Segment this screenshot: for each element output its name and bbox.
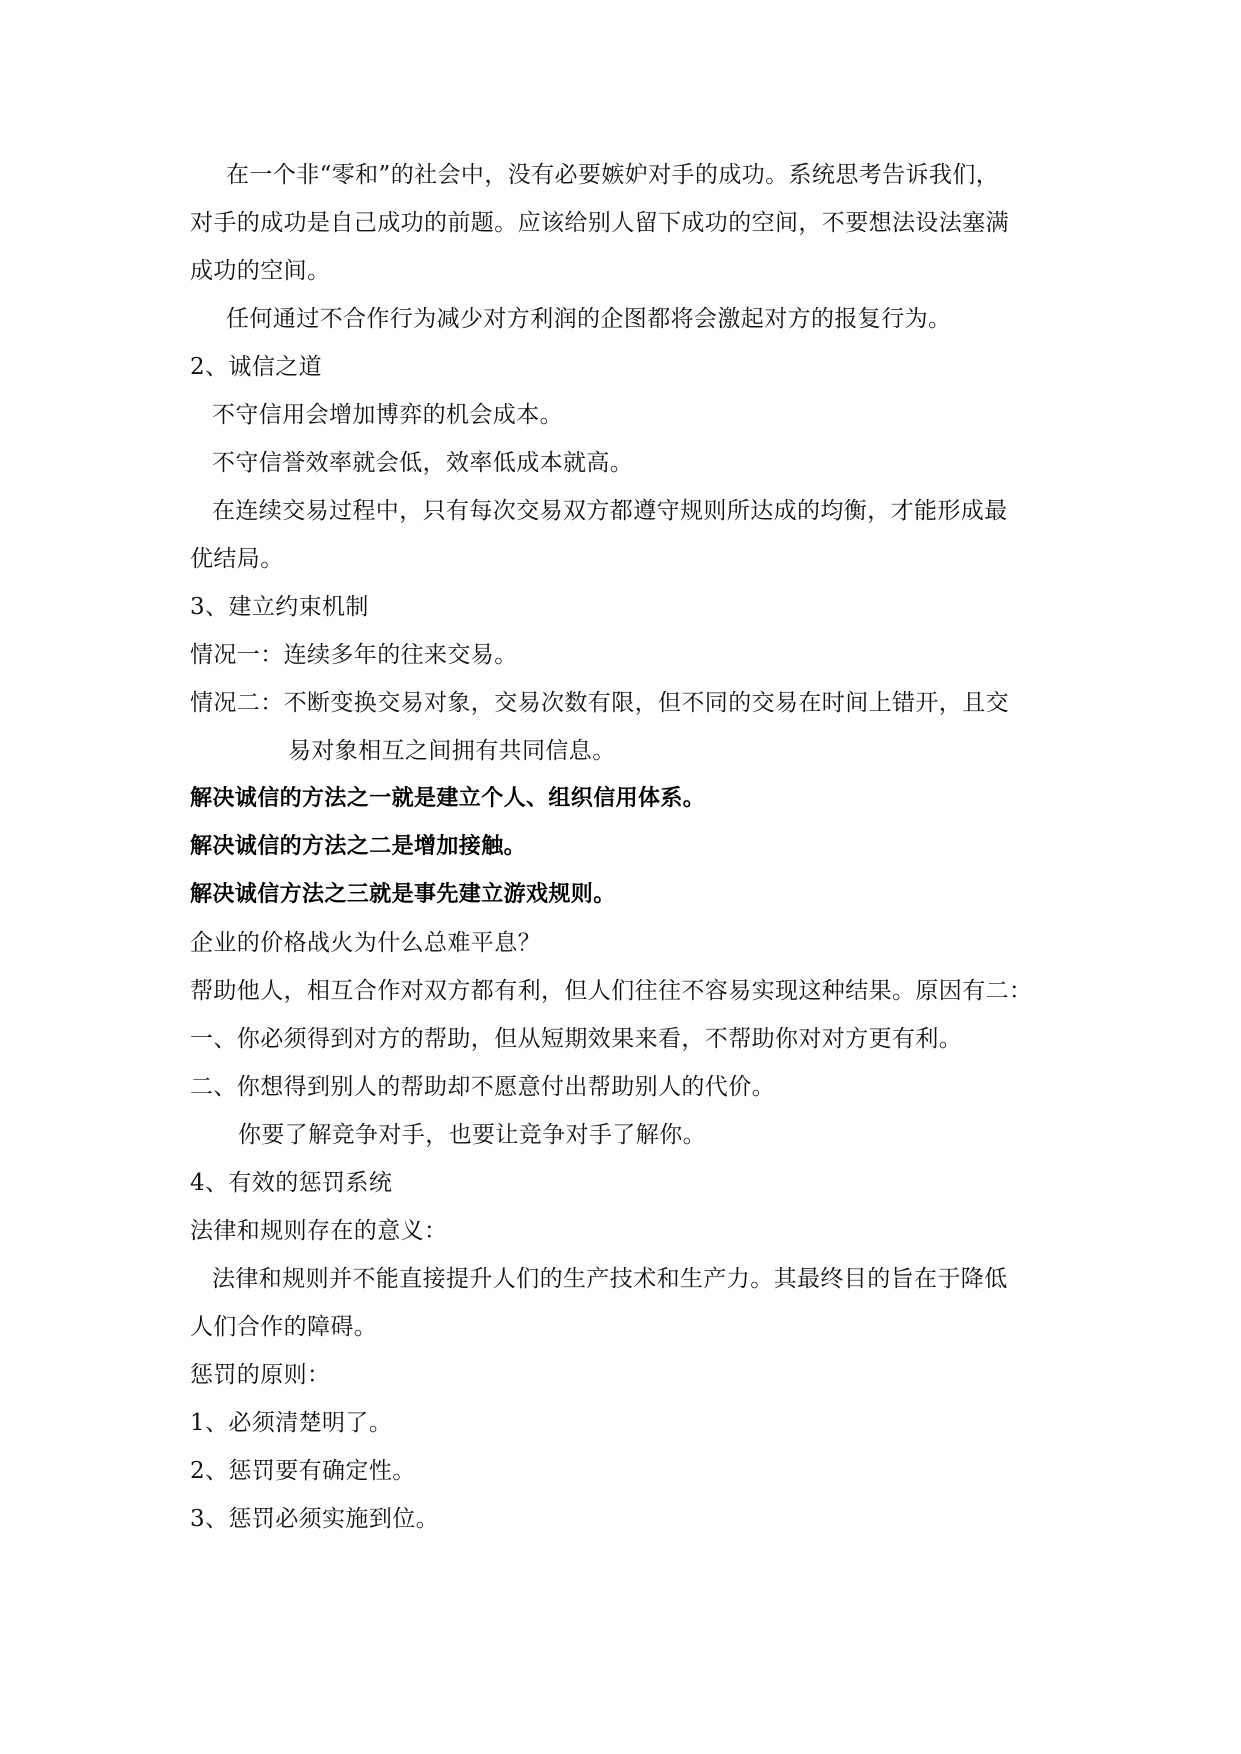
paragraph-line: 优结局。 (190, 546, 284, 572)
paragraph-line: 人们合作的障碍。 (190, 1314, 378, 1340)
paragraph-line: 在连续交易过程中，只有每次交易双方都遵守规则所达成的均衡，才能形成最 (212, 498, 1008, 524)
bold-statement: 解决诚信的方法之一就是建立个人、组织信用体系。 (190, 786, 706, 811)
paragraph-line: 二、你想得到别人的帮助却不愿意付出帮助别人的代价。 (190, 1074, 775, 1100)
bold-statement: 解决诚信的方法之二是增加接触。 (190, 834, 527, 859)
paragraph-line: 法律和规则并不能直接提升人们的生产技术和生产力。其最终目的旨在于降低 (212, 1266, 1008, 1292)
paragraph-line: 你要了解竞争对手，也要让竞争对手了解你。 (238, 1122, 706, 1148)
paragraph-line: 情况二：不断变换交易对象，交易次数有限，但不同的交易在时间上错开，且交 (190, 690, 1009, 716)
paragraph-line: 成功的空间。 (190, 258, 331, 284)
section-heading: 3、建立约束机制 (190, 594, 369, 620)
paragraph-line: 企业的价格战火为什么总难平息？ (190, 930, 541, 956)
paragraph-line: 不守信用会增加博弈的机会成本。 (212, 402, 563, 428)
paragraph-line: 不守信誉效率就会低，效率低成本就高。 (212, 450, 634, 476)
paragraph-line: 法律和规则存在的意义： (190, 1218, 448, 1244)
list-item: 1、必须清楚明了。 (190, 1410, 393, 1436)
list-item: 3、惩罚必须实施到位。 (190, 1506, 440, 1532)
paragraph-line: 帮助他人，相互合作对双方都有利，但人们往往不容易实现这种结果。原因有二： (190, 978, 1033, 1004)
paragraph-line: 易对象相互之间拥有共同信息。 (288, 738, 616, 764)
section-heading: 4、有效的惩罚系统 (190, 1170, 393, 1196)
paragraph-line: 一、你必须得到对方的帮助，但从短期效果来看，不帮助你对对方更有利。 (190, 1026, 963, 1052)
paragraph-line: 在一个非“零和”的社会中，没有必要嫉妒对手的成功。系统思考告诉我们， (226, 162, 1000, 188)
bold-statement: 解决诚信方法之三就是事先建立游戏规则。 (190, 882, 616, 907)
paragraph-line: 对手的成功是自己成功的前题。应该给别人留下成功的空间，不要想法设法塞满 (190, 210, 1009, 236)
section-heading: 2、诚信之道 (190, 354, 323, 380)
list-item: 2、惩罚要有确定性。 (190, 1458, 416, 1484)
paragraph-line: 惩罚的原则： (190, 1362, 331, 1388)
paragraph-line: 任何通过不合作行为减少对方利润的企图都将会激起对方的报复行为。 (226, 306, 952, 332)
paragraph-line: 情况一：连续多年的往来交易。 (190, 642, 518, 668)
